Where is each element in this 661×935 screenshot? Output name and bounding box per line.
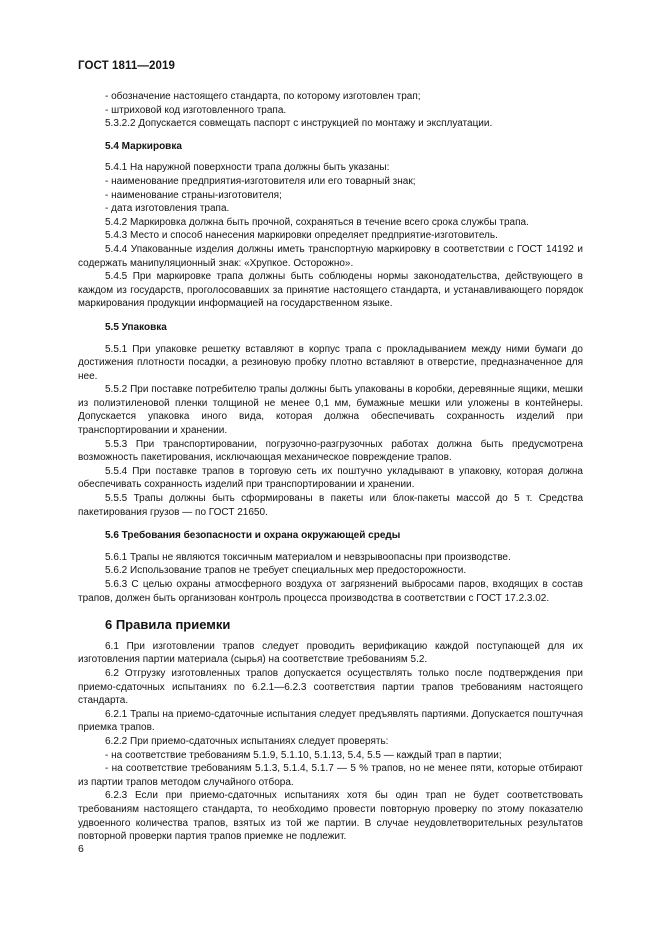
clause-6-2-1: 6.2.1 Трапы на приемо-сдаточные испытания следует предъявлять партиями. Допускается поштучная приемка трапов.	[78, 708, 583, 734]
bullet-sample-check: - на соответствие требованиям 5.1.3, 5.1.4, 5.1.7 — 5 % трапов, но не менее пяти, которые отбирают из партии трапов методом случайного отбора.	[78, 763, 583, 788]
clause-5-5-5: 5.5.5 Трапы должны быть сформированы в пакеты или блок-пакеты массой до 5 т. Средства пакетирования грузов — по ГОСТ 21650.	[78, 493, 583, 518]
clause-5-5-1: 5.5.1 При упаковке решетку вставляют в корпус трапа с прокладыванием между ними бумаги до достижения плотности посадки, а резиновую пробку плотно вставляют в отверстие, предназначенное для нее.	[78, 343, 583, 382]
section-heading-5-4: 5.4 Маркировка	[105, 140, 182, 152]
clause-5-4-1: 5.4.1 На наружной поверхности трапа должны быть указаны:	[105, 162, 390, 174]
clause-5-4-3: 5.4.3 Место и способ нанесения маркировки определяет предприятие-изготовитель.	[105, 230, 498, 242]
clause-5-5-4: 5.5.4 При поставке трапов в торговую сеть их поштучно укладывают в упаковку, которая должна обеспечивать сохранность изделий при транспортировании и хранении.	[78, 465, 583, 491]
clause-5-4-4: 5.4.4 Упакованные изделия должны иметь транспортную маркировку в соответствии с ГОСТ 14192 и содержать манипуляционный знак: «Хрупкое. Осторожно».	[78, 243, 583, 269]
page-header-standard-number: ГОСТ 1811—2019	[78, 60, 175, 72]
clause-6-1: 6.1 При изготовлении трапов следует проводить верификацию каждой поступающей для их изготовления партии материала (сырья) на соответствие требованиям 5.2.	[78, 640, 583, 666]
clause-5-3-2-2: 5.3.2.2 Допускается совмещать паспорт с инструкцией по монтажу и эксплуатации.	[105, 118, 493, 130]
bullet-manufacture-date: - дата изготовления трапа.	[105, 203, 230, 215]
bullet-barcode: - штриховой код изготовленного трапа.	[105, 104, 287, 116]
clause-5-6-1: 5.6.1 Трапы не являются токсичным материалом и невзрывоопасны при производстве.	[105, 551, 511, 563]
bullet-country-name: - наименование страны-изготовителя;	[105, 189, 282, 201]
clause-6-2: 6.2 Отгрузку изготовленных трапов допускается осуществлять только после подтверждения при приемо-сдаточных испытаниях по 6.2.1—6.2.3 соответствия партии трапов требованиям настоящего стандарта.	[78, 667, 583, 707]
clause-5-5-2: 5.5.2 При поставке потребителю трапы должны быть упакованы в коробки, деревянные ящики, мешки из полиэтиленовой пленки толщиной не менее 0,1 мм, бумажные мешки или уложены в контейнеры. Допускается упаковка иного вида, которая должна обеспечивать сохранность изделий при транспортировании и хранении.	[78, 384, 583, 437]
clause-5-4-2: 5.4.2 Маркировка должна быть прочной, сохраняться в течение всего срока службы трапа.	[105, 216, 529, 228]
clause-5-6-2: 5.6.2 Использование трапов не требует специальных мер предосторожности.	[105, 565, 467, 577]
section-heading-5-6: 5.6 Требования безопасности и охрана окружающей среды	[105, 530, 401, 542]
section-heading-5-5: 5.5 Упаковка	[105, 321, 167, 333]
clause-5-4-5: 5.4.5 При маркировке трапа должны быть соблюдены нормы законодательства, действующего в каждом из государств, проголосовавших за принятие настоящего стандарта, и устанавливающего порядок маркирования продукции информацией на государственном языке.	[78, 271, 583, 310]
clause-6-2-2: 6.2.2 При приемо-сдаточных испытаниях следует проверять:	[105, 735, 389, 747]
clause-6-2-3: 6.2.3 Если при приемо-сдаточных испытаниях хотя бы один трап не будет соответствовать требованиям настоящего стандарта, то необходимо провести повторную проверку по этому показателю удвоенного количества трапов, взятых из той же партии. В случае неудовлетворительных результатов повторной проверки партия трапов приемке не подлежит.	[78, 790, 583, 843]
clause-5-5-3: 5.5.3 При транспортировании, погрузочно-разгрузочных работах должна быть предусмотрена возможность пакетирования, исключающая механическое повреждение трапов.	[78, 438, 583, 464]
bullet-each-item-check: - на соответствие требованиям 5.1.9, 5.1.10, 5.1.13, 5.4, 5.5 — каждый трап в партии;	[105, 749, 502, 761]
document-body	[78, 90, 583, 844]
page-number: 6	[78, 843, 84, 855]
bullet-manufacturer-name: - наименование предприятия-изготовителя или его товарный знак;	[105, 175, 416, 187]
bullet-standard-designation: - обозначение настоящего стандарта, по которому изготовлен трап;	[105, 91, 421, 102]
clause-5-6-3: 5.6.3 С целью охраны атмосферного воздуха от загрязнений выбросами паров, входящих в состав трапов, должен быть организован контроль процесса производства в соответствии с ГОСТ 17.2.3.02.	[78, 579, 583, 604]
section-heading-6: 6 Правила приемки	[105, 617, 231, 633]
